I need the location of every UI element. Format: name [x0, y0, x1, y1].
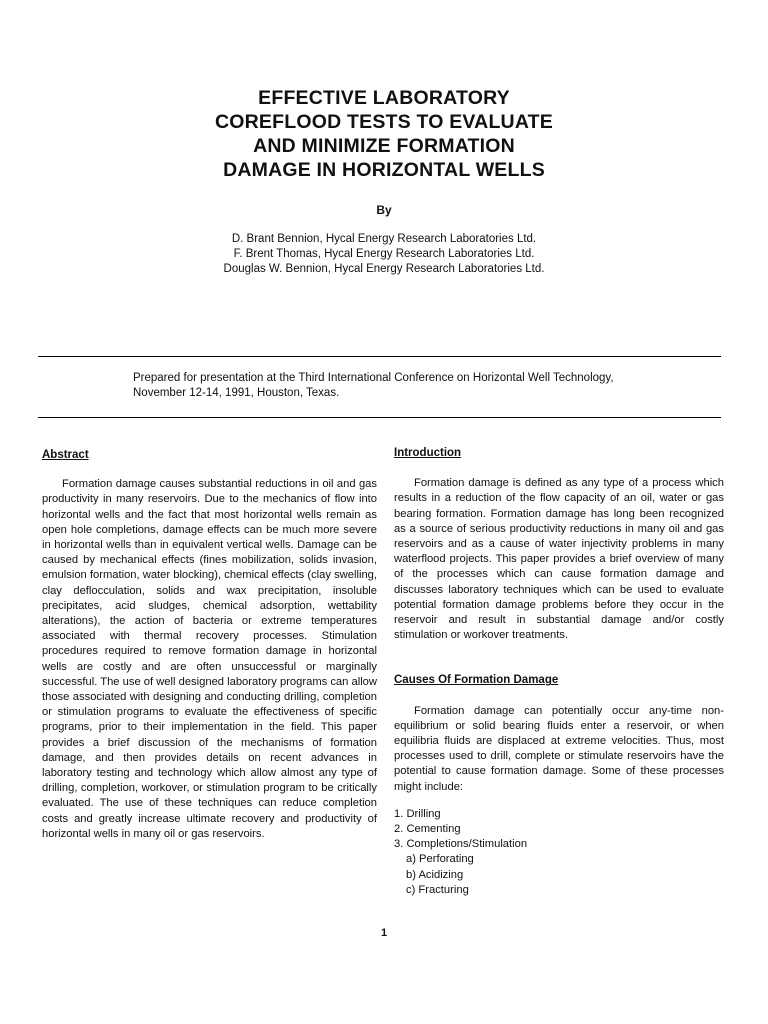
author-1: D. Brant Bennion, Hycal Energy Research Laboratories Ltd.: [231, 233, 537, 245]
process-list: [394, 807, 724, 898]
list-subitem: c) Fracturing: [406, 883, 469, 896]
title-line-4: DAMAGE IN HORIZONTAL WELLS: [223, 159, 545, 181]
paper-title: [0, 86, 768, 182]
right-column: [394, 446, 724, 898]
list-subitem: a) Perforating: [406, 853, 474, 866]
by-label: By: [376, 203, 392, 217]
prepared-note: Prepared for presentation at the Third International Conference on Horizontal Well Technology, November 12-14, 1991, Houston, Texas.: [133, 372, 614, 399]
title-line-1: EFFECTIVE LABORATORY: [258, 87, 510, 109]
causes-paragraph: Formation damage can potentially occur any-time non-equilibrium or solid bearing fluids enter a reservoir, or when equilibria fluids are displaced at extreme velocities. Thus, most processes used to drill, complete or stimulate reservoirs have the potential to cause formation damage. Some of these processes might include:: [394, 704, 724, 793]
title-line-3: AND MINIMIZE FORMATION: [253, 135, 515, 157]
list-subitem: b) Acidizing: [406, 868, 464, 881]
author-2: F. Brent Thomas, Hycal Energy Research Laboratories Ltd.: [233, 248, 535, 260]
author-3: Douglas W. Bennion, Hycal Energy Research Laboratories Ltd.: [223, 263, 545, 275]
top-rule: [38, 356, 721, 357]
bottom-rule: [38, 417, 721, 418]
page-number: 1: [380, 927, 388, 939]
introduction-paragraph: Formation damage is defined as any type of a process which results in a reduction of the flow capacity of an oil, water or gas bearing formation. Formation damage has long been recognized as a source of serious productivity reductions in many oil and gas reservoirs and as a cause of water injectivity problems in many waterflood projects. This paper provides a brief overview of many of the processes which can cause formation damage and discusses laboratory techniques which can be used to evaluate potential formation damage problems before they occur in the reservoir and result in substantial damage and/or costly stimulation or workover treatments.: [394, 477, 724, 642]
title-line-2: COREFLOOD TESTS TO EVALUATE: [215, 111, 553, 133]
list-item: 2. Cementing: [394, 823, 461, 836]
introduction-heading: Introduction: [394, 447, 462, 459]
list-item: 1. Drilling: [394, 807, 441, 820]
list-item: 3. Completions/Stimulation: [394, 838, 528, 851]
abstract-paragraph: Formation damage causes substantial reductions in oil and gas productivity in many reservoirs. Due to the mechanics of flow into horizontal wells and the fact that most horizontal wells remain as open hole completions, damage effects can be much more severe in horizontal wells than in equivalent vertical wells. Damage can be caused by mechanical effects (fines mobilization, solids invasion, emulsion formation, water blocking), chemical effects (clay swelling, clay deflocculation, solids and wax precipitation, insoluble precipitates, acid sludges, chemical adsorption, wettability alterations), the action of bacteria or extreme temperatures associated with thermal recovery processes. Stimulation procedures required to remove formation damage in horizontal wells are costly and are often unsuccessful or marginally successful. The use of well designed laboratory programs can allow those associated with designing and conducting drilling, completion or stimulation programs to evaluate the effectiveness of specific programs, prior to their implementation in the field. This paper provides a brief discussion of the mechanisms of formation damage, and then provides details on recent advances in laboratory testing and technology which allow almost any type of drilling, completion, workover, or stimulation program to be critically evaluated. The use of these techniques can reduce completion costs and greatly increase ultimate recovery and productivity of horizontal wells in many oil or gas reservoirs.: [42, 478, 377, 840]
abstract-heading: Abstract: [42, 449, 89, 461]
author-list: [0, 232, 768, 277]
left-column: [42, 448, 377, 842]
causes-heading: Causes Of Formation Damage: [394, 674, 559, 687]
